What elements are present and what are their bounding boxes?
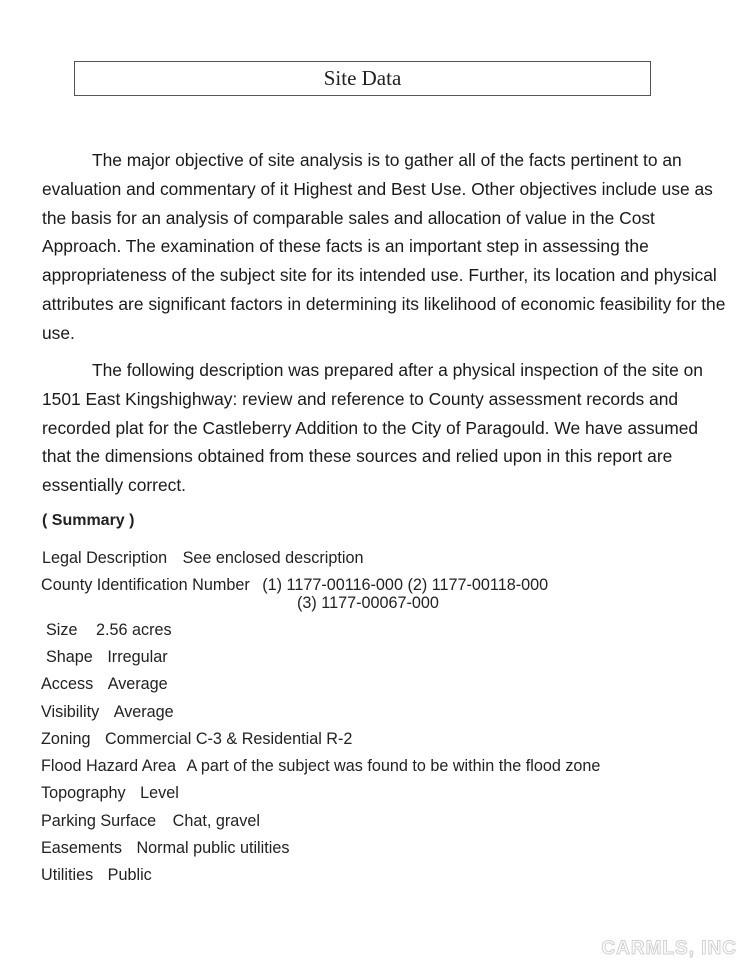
summary-value: 2.56 acres (96, 621, 172, 639)
summary-value: Average (113, 703, 174, 721)
summary-label: Access (41, 675, 94, 693)
summary-label: Shape (46, 648, 93, 666)
summary-value: Chat, gravel (172, 812, 260, 830)
paragraph-line: attributes are significant factors in determining its likelihood of economic feasibility for the (42, 293, 726, 314)
paragraph-line: use. (42, 322, 75, 343)
summary-row-legal (42, 549, 363, 568)
summary-label: Zoning (41, 730, 91, 748)
summary-label: Flood Hazard Area (41, 757, 176, 775)
paragraph-description (42, 356, 737, 500)
summary-value: A part of the subject was found to be within the flood zone (186, 757, 601, 775)
summary-row-parking (41, 812, 260, 831)
paragraph-line: recorded plat for the Castleberry Addition to the City of Paragould. We have assumed (42, 417, 699, 438)
paragraph-line: the basis for an analysis of comparable sales and allocation of value in the Cost (42, 207, 655, 228)
summary-label: Utilities (41, 866, 94, 884)
summary-row-visibility (41, 703, 174, 722)
summary-row-easements (41, 839, 289, 858)
summary-value: Normal public utilities (136, 839, 290, 857)
summary-value: (1) 1177-00116-000 (2) 1177-00118-000 (262, 576, 549, 594)
summary-row-topography (41, 784, 179, 803)
summary-value: Average (107, 675, 168, 693)
summary-label: Easements (41, 839, 122, 857)
summary-value: See enclosed description (182, 549, 364, 567)
summary-row-county-id (41, 576, 548, 595)
page-title-box (74, 61, 651, 96)
summary-value: (3) 1177-00067-000 (297, 594, 439, 612)
summary-value: Commercial C-3 & Residential R-2 (105, 730, 353, 748)
paragraph-line: appropriateness of the subject site for its intended use. Further, its location and physical (42, 265, 717, 286)
paragraph-line: evaluation and commentary of it Highest and Best Use. Other objectives include use as (42, 178, 713, 199)
summary-label: Legal Description (42, 549, 168, 567)
summary-label: Visibility (41, 703, 100, 721)
watermark: CARMLS, INC (601, 938, 737, 959)
paragraph-line: essentially correct. (42, 475, 187, 496)
summary-row-zoning (41, 730, 352, 749)
paragraph-line: 1501 East Kingshighway: review and reference to County assessment records and (42, 388, 679, 409)
summary-row-access (41, 675, 168, 694)
paragraph-objective (42, 146, 737, 348)
summary-label: Topography (41, 784, 126, 802)
paragraph-line: that the dimensions obtained from these sources and relied upon in this report are (42, 446, 673, 467)
paragraph-line: The major objective of site analysis is to gather all of the facts pertinent to an (92, 150, 682, 170)
summary-label: Size (46, 621, 78, 639)
summary-row-flood (41, 757, 600, 776)
paragraph-line: Approach. The examination of these facts is an important step in assessing the (42, 236, 649, 257)
summary-row-utilities (41, 866, 152, 885)
page-title: Site Data (323, 66, 402, 90)
summary-row-size (46, 621, 172, 640)
summary-value: Irregular (107, 648, 168, 666)
paragraph-line: The following description was prepared after a physical inspection of the site on (92, 360, 703, 380)
summary-label: Parking Surface (41, 812, 157, 830)
summary-label: County Identification Number (41, 576, 250, 594)
summary-heading: ( Summary ) (42, 512, 135, 529)
summary-value: Level (140, 784, 179, 802)
summary-row-shape (46, 648, 168, 667)
summary-value: Public (107, 866, 152, 884)
summary-row-county-id-cont (297, 594, 439, 613)
